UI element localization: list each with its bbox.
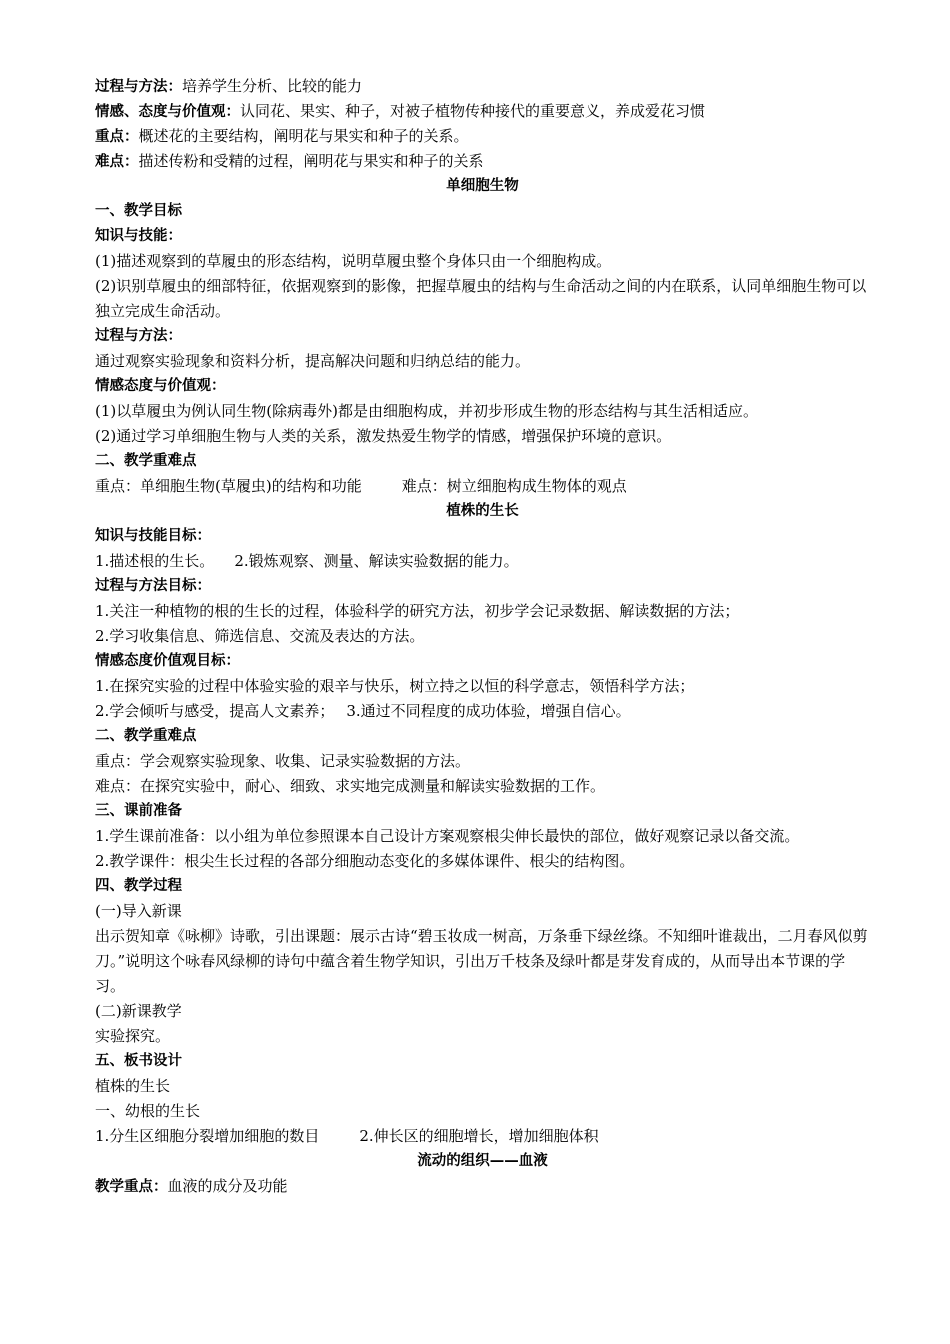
- process-item: 1.关注一种植物的根的生长的过程，体验科学的研究方法，初步学会记录数据、解读数据的方法；: [95, 602, 740, 620]
- emotion-item: (1)以草履虫为例认同生物(除病毒外)都是由细胞构成，并初步形成生物的形态结构与其生活相适应。: [95, 402, 758, 420]
- heading-key-difficulty: 二、教学重难点: [95, 453, 197, 469]
- emotion-item: (2)通过学习单细胞生物与人类的关系，激发热爱生物学的情感，增强保护环境的意识。: [95, 427, 672, 445]
- emotion-items-line: 2.学会倾听与感受，提高人文素养； 3.通过不同程度的成功体验，增强自信心。: [95, 702, 631, 720]
- preparation-item: 2.教学课件：根尖生长过程的各部分细胞动态变化的多媒体课件、根尖的结构图。: [95, 852, 635, 870]
- difficulty-item: 难点：在探究实验中，耐心、细致、求实地完成测量和解读实验数据的工作。: [95, 777, 606, 795]
- section-title-single-cell: 单细胞生物: [446, 178, 519, 194]
- board-line: 1.分生区细胞分裂增加细胞的数目 2.伸长区的细胞增长，增加细胞体积: [95, 1127, 599, 1145]
- knowledge-item: (2)识别草履虫的细部特征，依据观察到的影像，把握草履虫的结构与生命活动之间的内在联系，认同单细胞生物可以独立完成生命活动。: [95, 277, 867, 320]
- heading-board-design: 五、板书设计: [95, 1053, 182, 1069]
- board-line: 一、幼根的生长: [95, 1102, 201, 1120]
- new-lesson-heading: (二)新课教学: [95, 1002, 182, 1020]
- heading-knowledge-skill: 知识与技能：: [95, 228, 182, 244]
- heading-teaching-goal: 一、教学目标: [95, 203, 182, 219]
- intro-paragraph: 出示贺知章《咏柳》诗歌，引出课题：展示古诗“碧玉妆成一树高，万条垂下绿丝绦。不知细叶谁裁出，二月春风似剪刀。”说明这个咏春风绿柳的诗句中蕴含着生物学知识，引出万千枝条及绿叶都是芽发育成的，从而导出本节课的学习。: [95, 927, 868, 995]
- document-page: [95, 74, 870, 1199]
- new-lesson-text: 实验探究。: [95, 1027, 171, 1045]
- emotion-attitude-line: 情感、态度与价值观：认同花、果实、种子，对被子植物传种接代的重要意义，养成爱花习惯: [95, 102, 706, 120]
- process-method-line: 过程与方法：培养学生分析、比较的能力: [95, 77, 363, 95]
- key-difficulty-line: 重点：单细胞生物(草履虫)的结构和功能 难点：树立细胞构成生物体的观点: [95, 477, 627, 495]
- heading-knowledge-goal: 知识与技能目标：: [95, 528, 211, 544]
- heading-teaching-process: 四、教学过程: [95, 878, 182, 894]
- key-point-item: 重点：学会观察实验现象、收集、记录实验数据的方法。: [95, 752, 471, 770]
- section-title-blood: 流动的组织——血液: [417, 1153, 548, 1169]
- heading-process-method: 过程与方法：: [95, 328, 182, 344]
- preparation-item: 1.学生课前准备：以小组为单位参照课本自己设计方案观察根尖伸长最快的部位，做好观察记录以备交流。: [95, 827, 800, 845]
- intro-heading: (一)导入新课: [95, 902, 182, 920]
- key-point-line: 重点：概述花的主要结构，阐明花与果实和种子的关系。: [95, 127, 469, 145]
- difficulty-line: 难点：描述传粉和受精的过程，阐明花与果实和种子的关系: [95, 152, 484, 170]
- knowledge-item: (1)描述观察到的草履虫的形态结构，说明草履虫整个身体只由一个细胞构成。: [95, 252, 612, 270]
- heading-emotion-goal: 情感态度价值观目标：: [95, 653, 240, 669]
- heading-key-difficulty: 二、教学重难点: [95, 728, 197, 744]
- process-item: 2.学习收集信息、筛选信息、交流及表达的方法。: [95, 627, 425, 645]
- heading-emotion-attitude: 情感态度与价值观：: [95, 378, 226, 394]
- emotion-item: 1.在探究实验的过程中体验实验的艰辛与快乐，树立持之以恒的科学意志，领悟科学方法；: [95, 677, 695, 695]
- process-item: 通过观察实验现象和资料分析，提高解决问题和归纳总结的能力。: [95, 352, 531, 370]
- knowledge-items-line: 1.描述根的生长。 2.锻炼观察、测量、解读实验数据的能力。: [95, 552, 519, 570]
- heading-preparation: 三、课前准备: [95, 803, 182, 819]
- section-title-plant-growth: 植株的生长: [446, 503, 519, 519]
- blood-key-point-line: 教学重点：血液的成分及功能: [95, 1177, 288, 1195]
- heading-process-goal: 过程与方法目标：: [95, 578, 211, 594]
- board-line: 植株的生长: [95, 1077, 171, 1095]
